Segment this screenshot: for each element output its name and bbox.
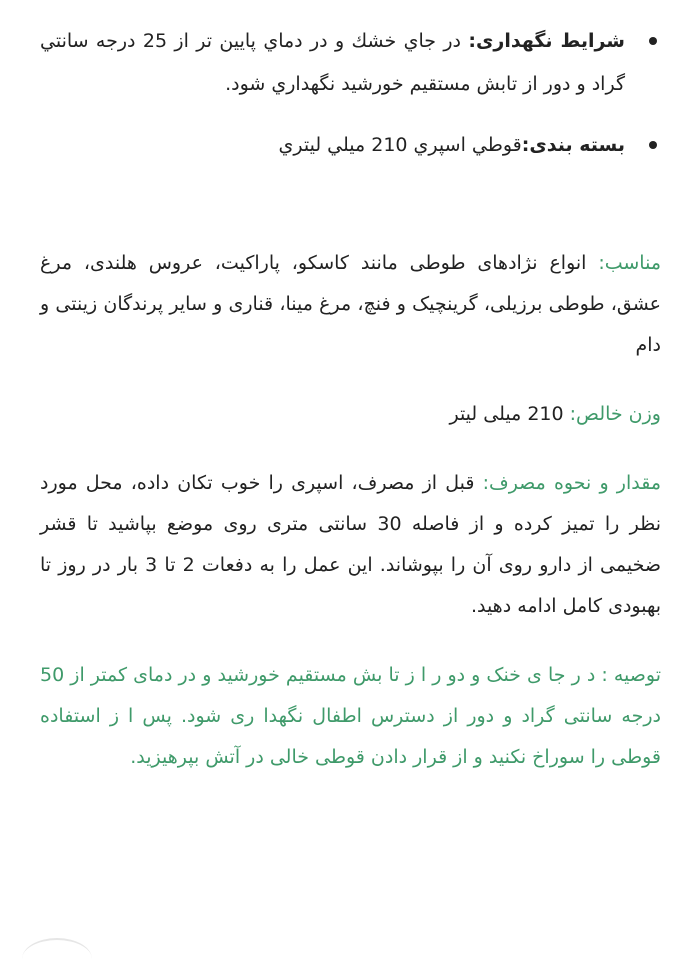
dosage-paragraph <box>40 463 661 627</box>
dosage-text: قبل از مصرف، اسپری را خوب تکان داده، محل مورد نظر را تمیز کرده و از فاصله 30 سانتی متری روی موضع بپاشید تا قشر ضخیمی از دارو روی آن را بپوشاند. این عمل را به دفعات 2 تا 3 بار در روز تا بهبودی کامل ادامه دهید. <box>40 472 662 617</box>
bullet-icon <box>649 37 657 45</box>
spec-text: قوطي اسپري 210 ميلي ليتري <box>278 134 522 156</box>
recommendation-paragraph: توصیه : د ر جا ی خنک و دو ر ا ز تا بش مستقیم خورشید و در دمای کمتر از 50 درجه سانتی گراد و دور از دسترس اطفال نگهدا ری شود. پس ا ز استفاده قوطی را سوراخ نکنید و از قرار دادن قوطی خالی در آتش بپرهیزید. <box>40 664 661 768</box>
spec-label: بسته بندی: <box>521 134 625 156</box>
net-weight-text: 210 میلی لیتر <box>449 403 570 425</box>
bullet-icon <box>649 141 657 149</box>
dosage-label: مقدار و نحوه مصرف: <box>482 472 661 494</box>
net-weight-label: وزن خالص: <box>569 403 661 425</box>
spec-text: در جاي خشك و در دماي پايين تر از 25 درجه سانتي گراد و دور از تابش مستقيم خورشيد نگهداري شود. <box>40 30 625 95</box>
spec-item-packaging <box>40 124 661 167</box>
decorative-arc <box>22 938 92 980</box>
spec-list <box>40 20 661 167</box>
suitable-paragraph <box>40 243 661 366</box>
spec-item-storage <box>40 20 661 106</box>
suitable-text: انواع نژادهای طوطی مانند کاسکو، پاراکیت، عروس هلندی، مرغ عشق، طوطی برزیلی، گرینچیک و فنچ، مرغ مینا، قناری و سایر پرندگان زینتی و دام <box>40 252 661 356</box>
spec-label: شرایط نگهداری: <box>468 30 625 52</box>
suitable-label: مناسب: <box>598 252 661 274</box>
net-weight-paragraph <box>40 394 661 435</box>
section-spacer <box>40 185 661 243</box>
